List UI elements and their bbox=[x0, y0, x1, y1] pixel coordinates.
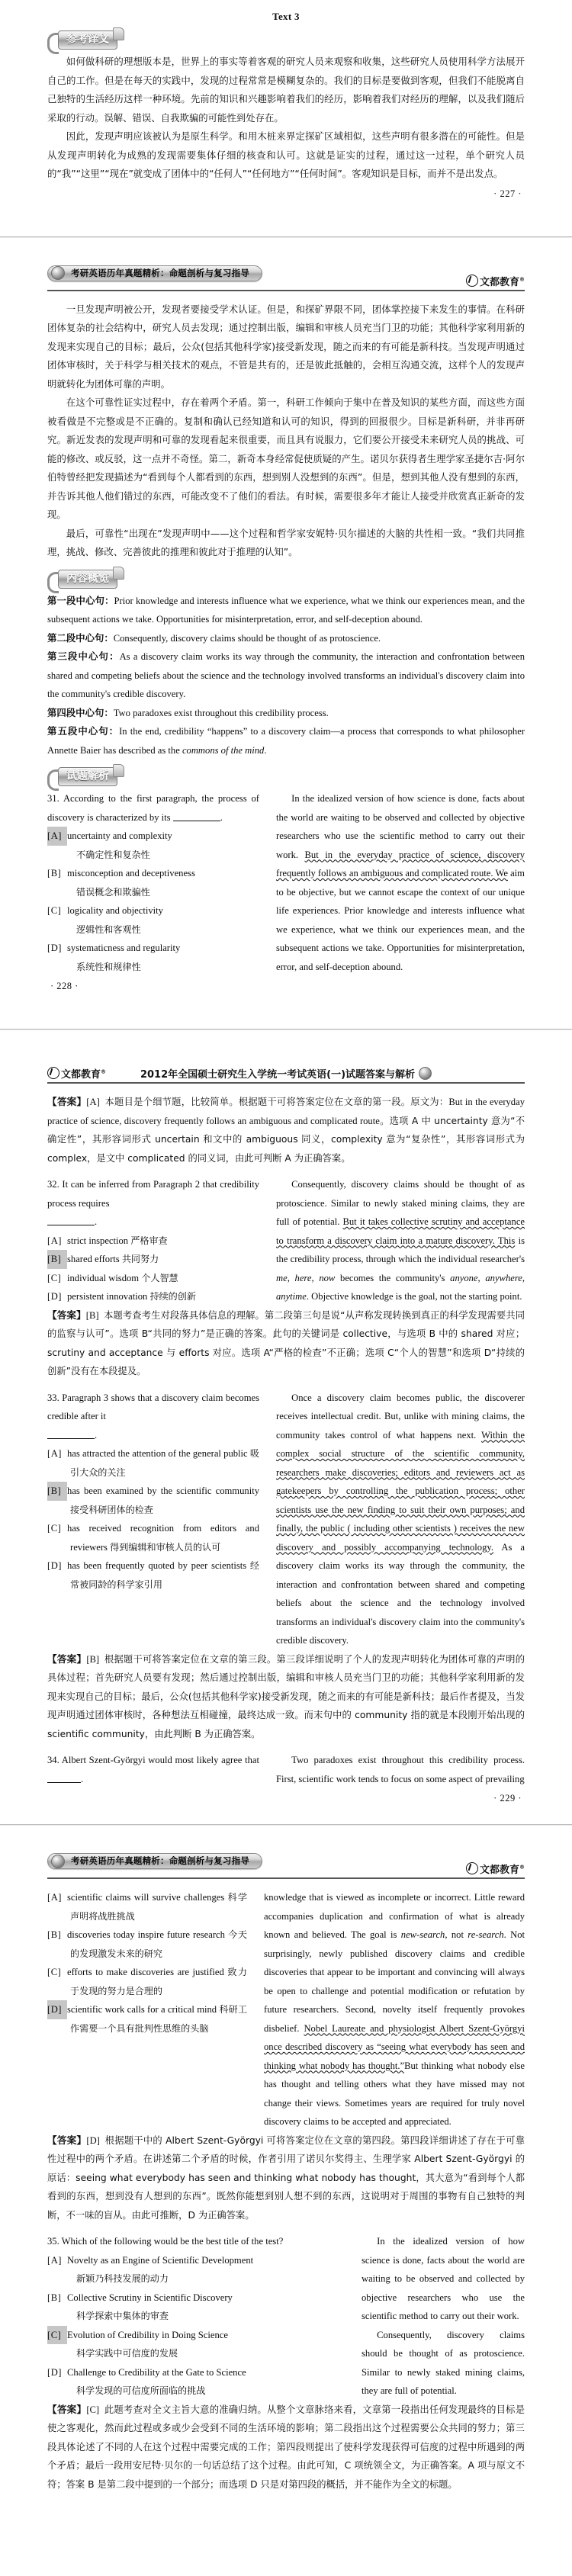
option-en: uncertainty and complexity bbox=[67, 830, 172, 841]
badge-tab-icon bbox=[113, 567, 124, 580]
answer-tag: 【答案】 bbox=[47, 2134, 87, 2146]
outline-sep: ： bbox=[104, 631, 114, 644]
option-d[interactable] bbox=[47, 939, 259, 976]
option-zh: 得到编辑和审核人员的认可 bbox=[110, 1541, 221, 1553]
option-b[interactable] bbox=[47, 864, 259, 901]
option-c[interactable] bbox=[47, 1269, 259, 1288]
answer-blank[interactable] bbox=[47, 1429, 98, 1441]
outline-text: Prior knowledge and interests influence what we experience, what we think our experiences mean, and the subsequent actions we take. Opportunities for misinterpretation, error, and self-deception abound. bbox=[47, 595, 525, 625]
question-block-33 bbox=[47, 1389, 525, 1650]
passage-excerpt-33 bbox=[276, 1389, 525, 1650]
answer-key: [C] bbox=[86, 2404, 100, 2415]
answer-key: [B] bbox=[86, 1653, 100, 1665]
outline-text-italic: commons of the mind bbox=[182, 744, 265, 756]
running-head-right-page bbox=[47, 1058, 525, 1084]
passage-key-sentence: Within the complex social structure of the scientific community, researchers make discoveries; editors and reviewers act as gatekeepers by controlling the publication process; other scientists use the new finding to suit their own purposes; and finally, the public ( including other scientists ) receives the new discovery and possibly accompanying technology. bbox=[276, 1429, 525, 1553]
answer-blank[interactable] bbox=[47, 1773, 84, 1784]
answer-text: 根据题干中的 Albert Szent-Györgyi 可将答案定位在文章的第四段。第四段详细讲述了存在于可靠性过程中的两个矛盾。在讲述第二个矛盾的时候，作者引用了诺贝尔奖得主、生理学家 Albert Szent-Györgyi 的原话：seeing what everybody has seen and thinking what nobody has thought，其大意为“看到每个人都看到的东西，想到没有人想到的东西”。既然你能想到别人想不到的东西，这说明对于周围的事物有自己独特的判断，不一味的盲从。由此可推断，D 为正确答案。 bbox=[47, 2134, 525, 2221]
passage-text-post: . Objective knowledge is the goal, not the starting point. bbox=[306, 1291, 522, 1302]
passage-text-mid: is the credibility process, through which the individual researcher's bbox=[276, 1235, 525, 1264]
page-title: Text 3 bbox=[272, 11, 300, 22]
stem-text-post: . bbox=[95, 1216, 98, 1227]
question-column bbox=[47, 1175, 259, 1306]
passage-text: Consequently, discovery claims should be thought of as protoscience. Similar to newly staked mining claims, they are full of potential. bbox=[276, 1179, 525, 1227]
page-229 bbox=[0, 1030, 572, 1824]
badge-hook-icon bbox=[47, 572, 59, 593]
passage-text: knowledge that is viewed as incomplete or incorrect. Little reward accompanies duplication and confirmation of what is already known and believed. The goal is bbox=[264, 1892, 525, 1940]
passage-text-mid2: becomes the community's bbox=[335, 1272, 451, 1283]
outline-label: 第四段中心句 bbox=[47, 706, 104, 718]
option-key: [A] bbox=[47, 1892, 62, 1903]
passage-column bbox=[362, 2232, 525, 2401]
badge-label: 参考译文 bbox=[58, 31, 117, 50]
passage-text: Once a discovery claim becomes public, the discoverer receives intellectual credit. But, unlike with mining claims, the community takes control of what happens next. bbox=[276, 1392, 525, 1441]
answer-key: [A] bbox=[86, 1097, 100, 1107]
running-head-pill bbox=[47, 265, 262, 281]
option-b[interactable] bbox=[47, 1250, 259, 1269]
passage-excerpt-34 bbox=[264, 1888, 525, 2131]
option-zh: 致力于发现的努力是合理的 bbox=[70, 1967, 247, 1996]
option-key: [A] bbox=[47, 1448, 62, 1459]
option-en: scientific work calls for a critical mind bbox=[67, 2004, 220, 2015]
option-b[interactable] bbox=[47, 1926, 247, 1963]
option-zh: 共同努力 bbox=[121, 1254, 159, 1264]
section-badge-analysis bbox=[47, 767, 117, 786]
question-block-32 bbox=[47, 1175, 525, 1306]
passage-key-sentence: But in the everyday practice of science, discovery frequently follows an ambiguous and complicated route. We bbox=[276, 849, 525, 878]
question-column bbox=[47, 789, 259, 976]
publisher-name: 文都教育 bbox=[479, 1865, 519, 1876]
option-zh: 科研工作需要一个具有批判性思维的头脑 bbox=[70, 2004, 247, 2034]
option-c[interactable] bbox=[47, 2326, 345, 2363]
option-en: has been examined by the scientific community bbox=[67, 1486, 259, 1496]
outline-label: 第一段中心句 bbox=[47, 594, 105, 606]
question-column bbox=[47, 1888, 247, 2038]
section-badge-translation bbox=[47, 31, 117, 50]
option-d[interactable] bbox=[47, 1556, 259, 1594]
badge-hook-icon bbox=[47, 33, 59, 54]
running-head-knob-icon bbox=[51, 266, 65, 280]
answer-explanation-33 bbox=[47, 1650, 525, 1744]
publisher-registered-mark: ® bbox=[519, 276, 525, 283]
option-zh: 科学发现的可信度所面临的挑战 bbox=[76, 2385, 206, 2396]
option-en: shared efforts bbox=[67, 1254, 122, 1264]
option-key: [C] bbox=[47, 1272, 62, 1283]
page-number-227: · 227 · bbox=[493, 188, 522, 199]
logo-mark-icon bbox=[466, 275, 478, 287]
option-zh: 科学实践中可信度的发展 bbox=[76, 2348, 178, 2359]
running-head-title: 考研英语历年真题精析：命题剖析与复习指导 bbox=[71, 1855, 249, 1866]
passage-italic-4: anyone bbox=[450, 1272, 478, 1283]
option-zh: 系统性和规律性 bbox=[76, 961, 141, 972]
translation-paragraph-2: 因此，发现声明应该被认为是原生科学。和用木桩来界定探矿区域相似，这些声明有很多潜在的可能性。但是从发现声明转化为成熟的发现需要集体仔细的核查和认可。这就是证实的过程，通过这一过程，单个研究人员的“我”“这里”“现在”就变成了团体中的“任何人”“任何地方”“任何时间”。客观知识是目标，而并不是出发点。 bbox=[47, 130, 525, 179]
option-en: Challenge to Credibility at the Gate to Science bbox=[67, 2366, 246, 2378]
outline-label: 第三段中心句 bbox=[47, 650, 110, 662]
running-head-rule bbox=[47, 1877, 525, 1879]
badge-tab-icon bbox=[113, 764, 124, 777]
option-en: Collective Scrutiny in Scientific Discovery bbox=[67, 2292, 233, 2303]
answer-explanation-35 bbox=[47, 2401, 525, 2494]
option-key: [D] bbox=[47, 2000, 67, 2019]
option-d[interactable] bbox=[47, 2363, 345, 2401]
passage-italic-1: me bbox=[276, 1272, 288, 1283]
option-zh: 吸引大众的关注 bbox=[70, 1448, 259, 1478]
question-block-34-options bbox=[47, 1888, 525, 2131]
option-c[interactable] bbox=[47, 1519, 259, 1556]
section-badge-outline bbox=[47, 570, 117, 589]
option-en: scientific claims will survive challenges bbox=[67, 1892, 228, 1903]
passage-excerpt-31 bbox=[276, 789, 525, 976]
option-key: [B] bbox=[47, 1482, 67, 1501]
passage-column bbox=[276, 1389, 525, 1650]
question-block-31 bbox=[47, 789, 525, 976]
passage-key-sentence: Nobel Laureate and physiologist Albert Szent-Györgyi once described discovery as “seeing what everybody has seen and thinking what nobody has thought.” bbox=[264, 2022, 525, 2071]
option-en: has received recognition from editors and reviewers bbox=[67, 1523, 259, 1553]
running-head-title: 考研英语历年真题精析：命题剖析与复习指导 bbox=[71, 267, 249, 278]
passage-italic-3: now bbox=[319, 1272, 336, 1283]
outline-text-post: . bbox=[264, 744, 267, 756]
option-key: [B] bbox=[47, 1250, 67, 1269]
outline-item bbox=[47, 704, 525, 723]
outline-text: Two paradoxes exist throughout this credibility process. bbox=[113, 707, 329, 718]
publisher-registered-mark: ® bbox=[101, 1068, 107, 1075]
running-head-left-page bbox=[47, 1853, 525, 1879]
option-key: [C] bbox=[47, 1523, 62, 1534]
publisher-name: 文都教育 bbox=[479, 276, 519, 288]
option-b[interactable] bbox=[47, 2289, 345, 2326]
passage-italic-2: here bbox=[294, 1272, 312, 1283]
running-head-left-page bbox=[47, 265, 525, 291]
option-en: strict inspection bbox=[67, 1235, 131, 1246]
passage-column bbox=[276, 1175, 525, 1306]
running-head-rule bbox=[47, 1082, 525, 1084]
badge-hook-icon bbox=[47, 769, 59, 791]
question-block-35 bbox=[47, 2232, 525, 2401]
option-en: individual wisdom bbox=[67, 1272, 142, 1283]
answer-tag: 【答案】 bbox=[47, 1309, 86, 1321]
answer-key: [B] bbox=[85, 1309, 99, 1321]
option-key: [D] bbox=[47, 1291, 62, 1302]
option-key: [C] bbox=[47, 1967, 62, 1977]
outline-item bbox=[47, 629, 525, 648]
page-228 bbox=[0, 238, 572, 1029]
publisher-registered-mark: ® bbox=[519, 1864, 525, 1871]
translation-paragraph-3: 一旦发现声明被公开，发现者要接受学术认证。但是，和探矿界限不同，团体掌控接下来发生的事情。在科研团体复杂的社会结构中，研究人员去发现；通过控制出版，编辑和审核人员充当门卫的功能；其他科学家利用新的发现来实现自己的目标；最后，公众(包括其他科学家)接受新发现，随之而来的有可能是新科技。当发现声明通过团体审核时，关于科学与相关技术的观点，不管是共有的，还是彼此抵触的，会相互沟通交流，这样个人的发现声明就转化为团体可靠的声明。 bbox=[47, 303, 525, 390]
option-zh: 持续的创新 bbox=[149, 1291, 196, 1302]
option-en: misconception and deceptiveness bbox=[67, 868, 195, 878]
page-number-228: · 228 · bbox=[50, 981, 79, 991]
option-a[interactable] bbox=[47, 2251, 345, 2289]
option-key: [D] bbox=[47, 2366, 62, 2378]
running-head-pill bbox=[47, 1853, 262, 1869]
outline-sep: ： bbox=[108, 725, 120, 737]
option-zh: 今天的发现激发未来的研究 bbox=[70, 1929, 247, 1959]
option-zh: 经常被同龄的科学家引用 bbox=[70, 1560, 259, 1590]
passage-text: In the idealized version of how science is done, facts about the world are waiting to be observed and collected by objective researchers who use the scientific method to carry out their work. bbox=[276, 793, 525, 860]
page-230 bbox=[0, 1826, 572, 2501]
logo-mark-icon bbox=[466, 1862, 478, 1874]
question-column bbox=[47, 1389, 259, 1595]
option-zh: 严格审查 bbox=[130, 1235, 168, 1246]
option-d[interactable] bbox=[47, 2000, 247, 2038]
running-head-knob-icon bbox=[51, 1855, 65, 1868]
outline-item bbox=[47, 722, 525, 760]
running-head-title bbox=[47, 1066, 525, 1081]
option-zh: 不确定性和复杂性 bbox=[76, 849, 150, 860]
question-stem-33 bbox=[47, 1389, 259, 1445]
publisher-logo bbox=[466, 1861, 525, 1876]
option-key: [B] bbox=[47, 868, 62, 878]
answer-text: 本题考查考生对段落具体信息的理解。第二段第三句是说“从声称发现转换到真正的科学发现需要共同的监察与认可”。选项 B“共同的努力”是正确的答案。此句的关键词是 collective，与选项 B 中的 shared 对应；scrutiny and acceptance 与 efforts 对应。选项 A“严格的检查”不正确；选项 C“个人的智慧”和选项 D“持续的创新”没有在本段提及。 bbox=[47, 1309, 525, 1376]
stem-text-post: . bbox=[81, 1773, 84, 1784]
answer-quote-en: But in the everyday practice of science, discovery frequently follows an ambiguous and complicated route bbox=[47, 1097, 525, 1126]
option-zh: 逻辑性和客观性 bbox=[76, 923, 141, 935]
passage-column bbox=[276, 789, 525, 976]
stem-text: 33. Paragraph 3 shows that a discovery claim becomes credible after it bbox=[47, 1392, 259, 1421]
running-head-text: 2012年全国硕士研究生入学统一考试英语(一)试题答案与解析 bbox=[140, 1069, 416, 1081]
passage-column bbox=[264, 1888, 525, 2131]
option-d[interactable] bbox=[47, 1287, 259, 1306]
option-en: Novelty as an Engine of Scientific Development bbox=[67, 2254, 254, 2266]
publisher-logo bbox=[466, 274, 525, 288]
outline-text: In the end, credibility “happens” to a discovery claim—a process that corresponds to what philosopher Annette Baier has described as the bbox=[47, 726, 525, 756]
answer-blank[interactable] bbox=[47, 1216, 98, 1227]
passage-text-post: As a discovery claim works its way through the community, the interaction and confrontation between shared and competing beliefs about the science and the technology involved transforms an individual's discovery claim into the community's credible discovery. bbox=[276, 1541, 525, 1646]
passage-italic-1: new-search bbox=[400, 1929, 445, 1940]
answer-explanation-32 bbox=[47, 1306, 525, 1381]
option-zh: 错误概念和欺骗性 bbox=[76, 886, 150, 898]
option-zh: 新颖乃科技发展的动力 bbox=[76, 2273, 169, 2284]
passage-excerpt-35-p2: Consequently, discovery claims should be thought of as protoscience. Similar to newly staked mining claims, they are full of potential. bbox=[362, 2329, 525, 2396]
answer-tag: 【答案】 bbox=[47, 1653, 87, 1665]
stem-text: 32. It can be inferred from Paragraph 2 that credibility process requires bbox=[47, 1179, 259, 1209]
page-227 bbox=[0, 0, 572, 236]
option-b[interactable] bbox=[47, 1482, 259, 1519]
option-en: discoveries today inspire future research bbox=[67, 1929, 228, 1940]
badge-label: 试题解析 bbox=[58, 767, 117, 786]
answer-tag: 【答案】 bbox=[47, 2403, 87, 2415]
passage-text-mid: , not bbox=[445, 1929, 468, 1940]
question-stem-35: 35. Which of the following would be the best title of the test? bbox=[47, 2236, 284, 2247]
badge-label: 内容概览 bbox=[58, 570, 117, 589]
passage-excerpt-35-p1: In the idealized version of how science is done, facts about the world are waiting to be observed and collected by objective researchers who use the scientific method to carry out their work. bbox=[362, 2236, 525, 2321]
outline-label: 第五段中心句 bbox=[47, 725, 109, 737]
running-head-knob-icon bbox=[419, 1067, 432, 1080]
passage-column bbox=[276, 1751, 525, 1788]
page-number-229: · 229 · bbox=[493, 1793, 522, 1804]
running-head-rule bbox=[47, 290, 525, 291]
outline-item bbox=[47, 647, 525, 704]
option-en: logicality and objectivity bbox=[67, 905, 163, 916]
question-stem-31 bbox=[47, 789, 259, 827]
outline-sep: ： bbox=[109, 650, 120, 662]
stem-text-post: . bbox=[220, 811, 223, 823]
passage-text-mid2: . Not surprisingly, newly published discovery claims and credible discoveries that appear to be important and convincing will always be open to challenge and potential modification or refutation by future researchers. Second, novelty itself frequently provokes disbelief. bbox=[264, 1929, 525, 2034]
option-key: [A] bbox=[47, 1235, 62, 1246]
stem-text: 31. According to the first paragraph, the process of discovery is characterized by its bbox=[47, 793, 259, 823]
option-key: [D] bbox=[47, 943, 62, 953]
option-key: [C] bbox=[47, 905, 62, 916]
answer-explanation-34 bbox=[47, 2131, 525, 2225]
translation-paragraph-4: 在这个可靠性证实过程中，存在着两个矛盾。第一，科研工作倾向于集中在普及知识的某些方面，而这些方面被看做是不完整或是不正确的。复制和确认已经知道和认可的知识，得到的回报很少。目标是新科研，并非再研究。新近发表的发现声明和可靠的发现看起来很重要，而且具有说服力，它们要公开接受未来研究人员的挑战、可能的修改、或反驳，这一点并不奇怪。第二，新奇本身经常促使质疑的产生。诺贝尔获得者生理学家圣捷尔吉·阿尔伯特曾经把发现描述为“看到每个人都看到的东西，想到别人没想到的东西”。但是，想到其他人没有想到的东西，并告诉其他人他们错过的东西，可能改变不了他们的看法。有时候，需要很多年才能让人接受并欣赏真正新奇的发现。 bbox=[47, 397, 525, 520]
outline-sep: ： bbox=[104, 706, 114, 718]
option-zh: 个人智慧 bbox=[141, 1272, 178, 1283]
translation-paragraph-1: 如何做科研的理想版本是，世界上的事实等着客观的研究人员来观察和收集，这些研究人员使用科学方法展开自己的工作。但是在每天的实践中，发现的过程常常是模糊复杂的。我们的目标是要做到客观，但我们不能脱离自己独特的生活经历这样一种环境。先前的知识和兴趣影响着我们的经历，影响着我们对经历的理解，以及我们随后采取的行动。误解、错误、自我欺骗的可能性到处存在。 bbox=[47, 56, 525, 124]
passage-text-post: But thinking what nobody else has thought and telling others what they have missed may not change their views. Sometimes years are required for truly novel discovery claims to be accepted and appreciated. bbox=[264, 2060, 525, 2127]
option-key: [A] bbox=[47, 2254, 62, 2266]
answer-text: 此题考查对全文主旨大意的准确归纳。从整个文章脉络来看，文章第一段指出任何发现最终的目标是使之客观化，然而此过程或多或少会受到不同的生活环境的影响；第二段指出这个过程需要公众共同的努力；第三段具体论述了不同的人在这个过程中需要完成的工作；第四段则提出了使科学发现获得可信度的过程中所遇到的两个矛盾；最后一段用安尼特·贝尔的一句话总结了这个过程。由此可知，C 项统领全文，为正确答案。A 项与原文不符；答案 B 是第二段中提到的一个部分；而选项 D 只是对第四段的概括，并不能作为全文的标题。 bbox=[47, 2404, 525, 2490]
option-c[interactable] bbox=[47, 1963, 247, 2000]
outline-sep: ： bbox=[104, 594, 114, 606]
question-column bbox=[47, 2232, 345, 2401]
stem-text: 34. Albert Szent-Györgyi would most likely agree that bbox=[47, 1755, 259, 1765]
answer-text: 根据题干可将答案定位在文章的第三段。第三段详细说明了个人的发现声明转化为团体可靠的声明的具体过程；首先研究人员要有发现；然后通过控制出版，编辑和审核人员充当门卫的功能；其他科学家利用新的发现来实现自己的目标；最后，公众(包括其他科学家)接受新发现，随之而来的有可能是新科技；最后作者提及，当发现声明通过团体审核时，各种想法互相碰撞，最终达成一致。而末句中的 community 指的就是本段刚开始出现的 scientific community，由此判断 B 为正确答案。 bbox=[47, 1653, 525, 1739]
option-en: has been frequently quoted by peer scientists bbox=[67, 1560, 250, 1571]
option-key: [A] bbox=[47, 827, 67, 846]
passage-text-post: aim to be objective, but we cannot escape the context of our unique life experiences. Prior knowledge and interests influence what we experience, what we think our experiences mean, and the subsequent actions we take. Opportunities for misinterpretation, error, and self-deception abound. bbox=[276, 868, 525, 972]
passage-excerpt-34-head: Two paradoxes exist throughout this credibility process. First, scientific work tends to focus on some aspect of prevailing bbox=[276, 1755, 525, 1784]
answer-blank[interactable] bbox=[173, 811, 220, 821]
option-key: [D] bbox=[47, 1560, 62, 1571]
option-en: persistent innovation bbox=[67, 1291, 150, 1302]
answer-key: [D] bbox=[86, 2134, 100, 2146]
option-key: [C] bbox=[47, 2326, 67, 2345]
option-en: Evolution of Credibility in Doing Science bbox=[67, 2329, 228, 2340]
badge-tab-icon bbox=[113, 27, 124, 40]
option-zh: 科学探索中集体的审查 bbox=[76, 2311, 169, 2321]
answer-explanation-31 bbox=[47, 1093, 525, 1168]
option-a[interactable] bbox=[47, 827, 259, 864]
option-key: [B] bbox=[47, 1929, 62, 1940]
option-a[interactable] bbox=[47, 1232, 259, 1251]
passage-excerpt-32: Consequently, discovery claims should be thought of as protoscience. Similar to newly staked mining claims, they are full of potential. But it takes collective scrutiny and acceptance to transform a discovery claim into a mature discovery. This is the credibility process, through which the individual researcher's me, here, now becomes the community's anyone, anywhere, anytime. Objective knowledge is the goal, not the starting point. bbox=[276, 1179, 525, 1302]
translation-paragraph-5: 最后，可靠性“出现在”发现声明中——这个过程和哲学家安妮特·贝尔描述的大脑的共性相一致。“我们共同推理，挑战、修改、完善彼此的推理和彼此对于推理的认知”。 bbox=[47, 527, 525, 557]
option-key: [B] bbox=[47, 2292, 62, 2303]
outline-text: Consequently, discovery claims should be thought of as protoscience. bbox=[113, 632, 381, 644]
passage-italic-5: anywhere bbox=[485, 1272, 522, 1283]
option-en: has attracted the attention of the general public bbox=[67, 1448, 250, 1459]
answer-text-zh: 本题目是个细节题，比较简单。根据题干可将答案定位在文章的第一段。原文为： bbox=[104, 1097, 449, 1107]
stem-text-post: . bbox=[95, 1429, 98, 1441]
answer-text-zh2: 。选项 A 中 uncertainty 意为“不确定性”，其形容词形式 uncertain 和文中的 ambiguous 同义，complexity 意为“复杂性”，其形容词形式为 complex，是文中 complicated 的同义词，由此可判断 A 为正确答案。 bbox=[47, 1115, 525, 1164]
answer-tag: 【答案】 bbox=[47, 1096, 87, 1107]
question-column bbox=[47, 1751, 259, 1788]
option-a[interactable] bbox=[47, 1444, 259, 1482]
passage-italic-2: re-search bbox=[468, 1929, 504, 1940]
option-zh: 接受科研团体的检查 bbox=[70, 1504, 153, 1515]
question-stem-32 bbox=[47, 1175, 259, 1232]
option-zh: 科学声明将战胜挑战 bbox=[70, 1892, 247, 1922]
option-a[interactable] bbox=[47, 1888, 247, 1926]
question-stem-34 bbox=[47, 1751, 259, 1788]
option-en: systematicness and regularity bbox=[67, 943, 181, 953]
passage-italic-6: anytime bbox=[276, 1291, 307, 1302]
outline-item bbox=[47, 592, 525, 629]
option-c[interactable] bbox=[47, 901, 259, 939]
publisher-name: 文都教育 bbox=[61, 1069, 101, 1081]
passage-key-sentence: But it takes collective scrutiny and acceptance to transform a discovery claim into a mature discovery. This bbox=[276, 1216, 525, 1246]
option-en: efforts to make discoveries are justified bbox=[67, 1967, 228, 1977]
question-block-34-head bbox=[47, 1751, 525, 1788]
outline-text: As a discovery claim works its way through the community, the interaction and confrontation between shared and competing beliefs about the science and the technology involved transforms an individual's discovery claim into the community's credible discovery. bbox=[47, 651, 525, 699]
outline-label: 第二段中心句 bbox=[47, 631, 104, 644]
